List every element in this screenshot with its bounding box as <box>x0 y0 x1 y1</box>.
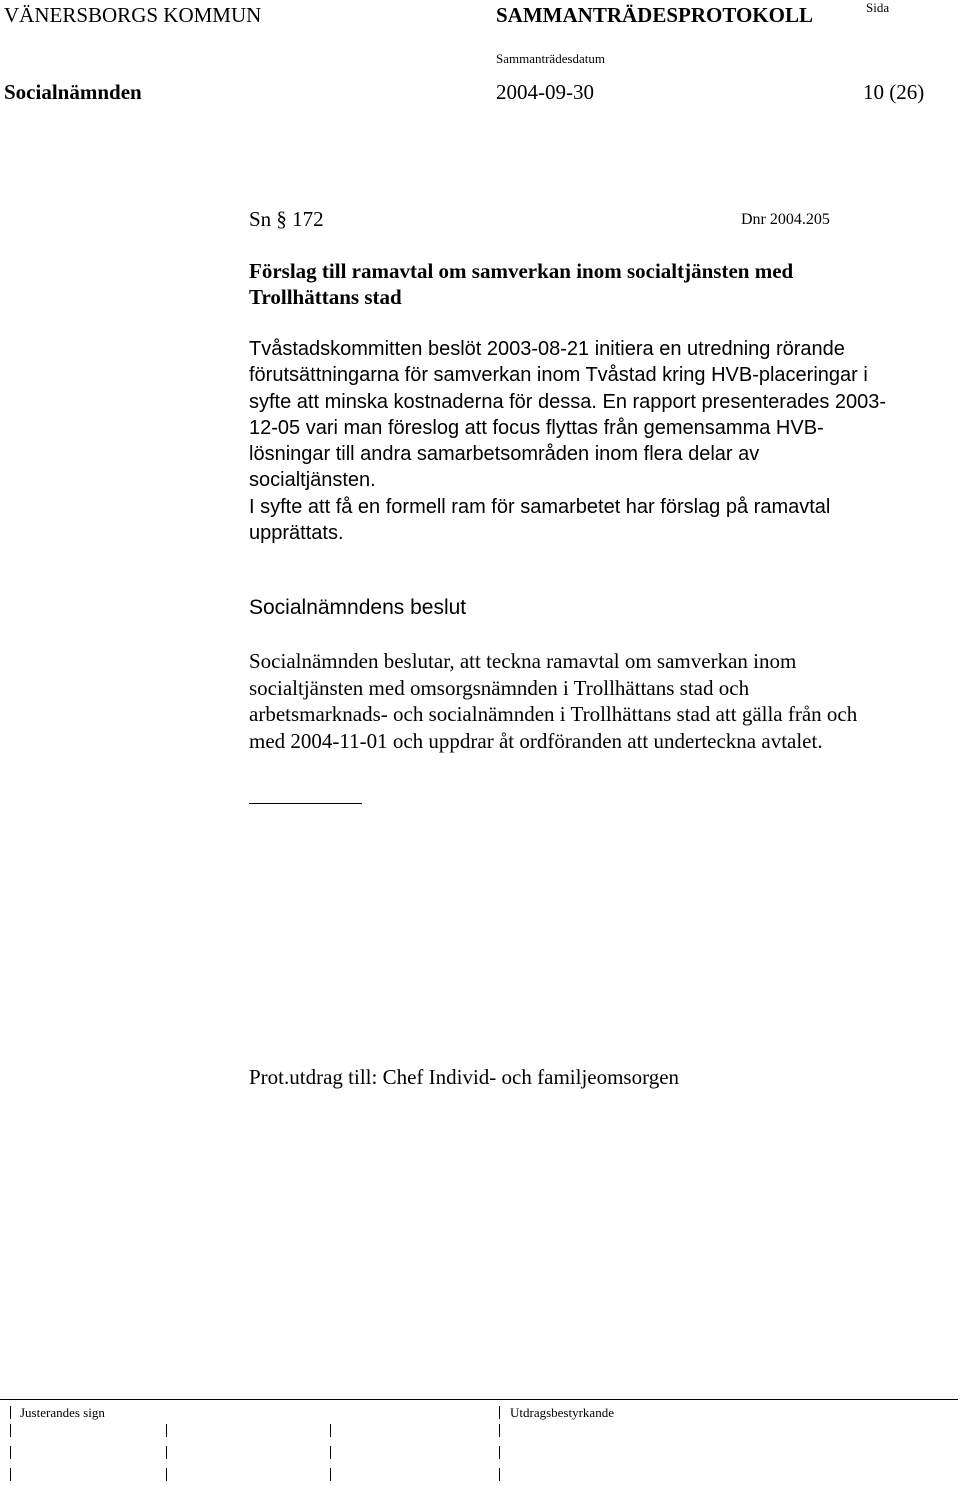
box-divider <box>499 1446 500 1459</box>
body-paragraph-1: Tvåstadskommitten beslöt 2003-08-21 initiera en utredning rörande förutsättningarna för samverkan inom Tvåstad kring HVB-placeringar i syfte att minska kostnaderna för dessa. En rapport presenterades 2003-12-05 vari man föreslog att focus flyttas från gemensamma HVB-lösningar till andra samarbetsområden inom flera delar av socialtjänsten. <box>249 338 887 492</box>
department-name: Socialnämnden <box>4 80 142 104</box>
meeting-date: 2004-09-30 <box>496 80 594 104</box>
box-divider <box>330 1424 331 1437</box>
distribution-line: Prot.utdrag till: Chef Individ- och familjeomsorgen <box>249 1065 680 1089</box>
decision-divider <box>249 803 362 804</box>
document-type: SAMMANTRÄDESPROTOKOLL <box>496 3 813 27</box>
organization-name: VÄNERSBORGS KOMMUN <box>4 3 262 27</box>
page-number: 10 (26) <box>863 80 925 104</box>
box-divider <box>499 1424 500 1437</box>
footer-rule <box>0 1399 958 1400</box>
decision-text: Socialnämnden beslutar, att teckna ramavtal om samverkan inom socialtjänsten med omsorgsnämnden i Trollhättans stad och arbetsmarknads- och socialnämnden i Trollhättans stad att gälla från och med 2004-11-01 och uppdrar åt ordföranden att underteckna avtalet. <box>249 649 858 753</box>
body-paragraph-2: I syfte att få en formell ram för samarbetet har förslag på ramavtal upprättats. <box>249 496 831 545</box>
box-divider <box>166 1446 167 1459</box>
diary-number: Dnr 2004.205 <box>741 211 830 228</box>
box-divider <box>499 1406 500 1419</box>
meeting-date-label: Sammanträdesdatum <box>496 51 606 66</box>
box-divider <box>10 1424 11 1437</box>
box-divider <box>499 1468 500 1481</box>
box-divider <box>10 1446 11 1459</box>
box-divider <box>10 1406 11 1419</box>
box-divider <box>10 1468 11 1481</box>
decision-heading: Socialnämndens beslut <box>249 596 467 619</box>
box-divider <box>166 1468 167 1481</box>
box-divider <box>330 1468 331 1481</box>
box-divider <box>330 1446 331 1459</box>
signature-label: Justerandes sign <box>20 1405 105 1420</box>
page-label: Sida <box>866 0 890 15</box>
section-number: Sn § 172 <box>249 207 324 231</box>
box-divider <box>166 1424 167 1437</box>
extract-certification-label: Utdragsbestyrkande <box>510 1405 614 1420</box>
case-title: Förslag till ramavtal om samverkan inom socialtjänsten med Trollhättans stad <box>249 259 794 309</box>
